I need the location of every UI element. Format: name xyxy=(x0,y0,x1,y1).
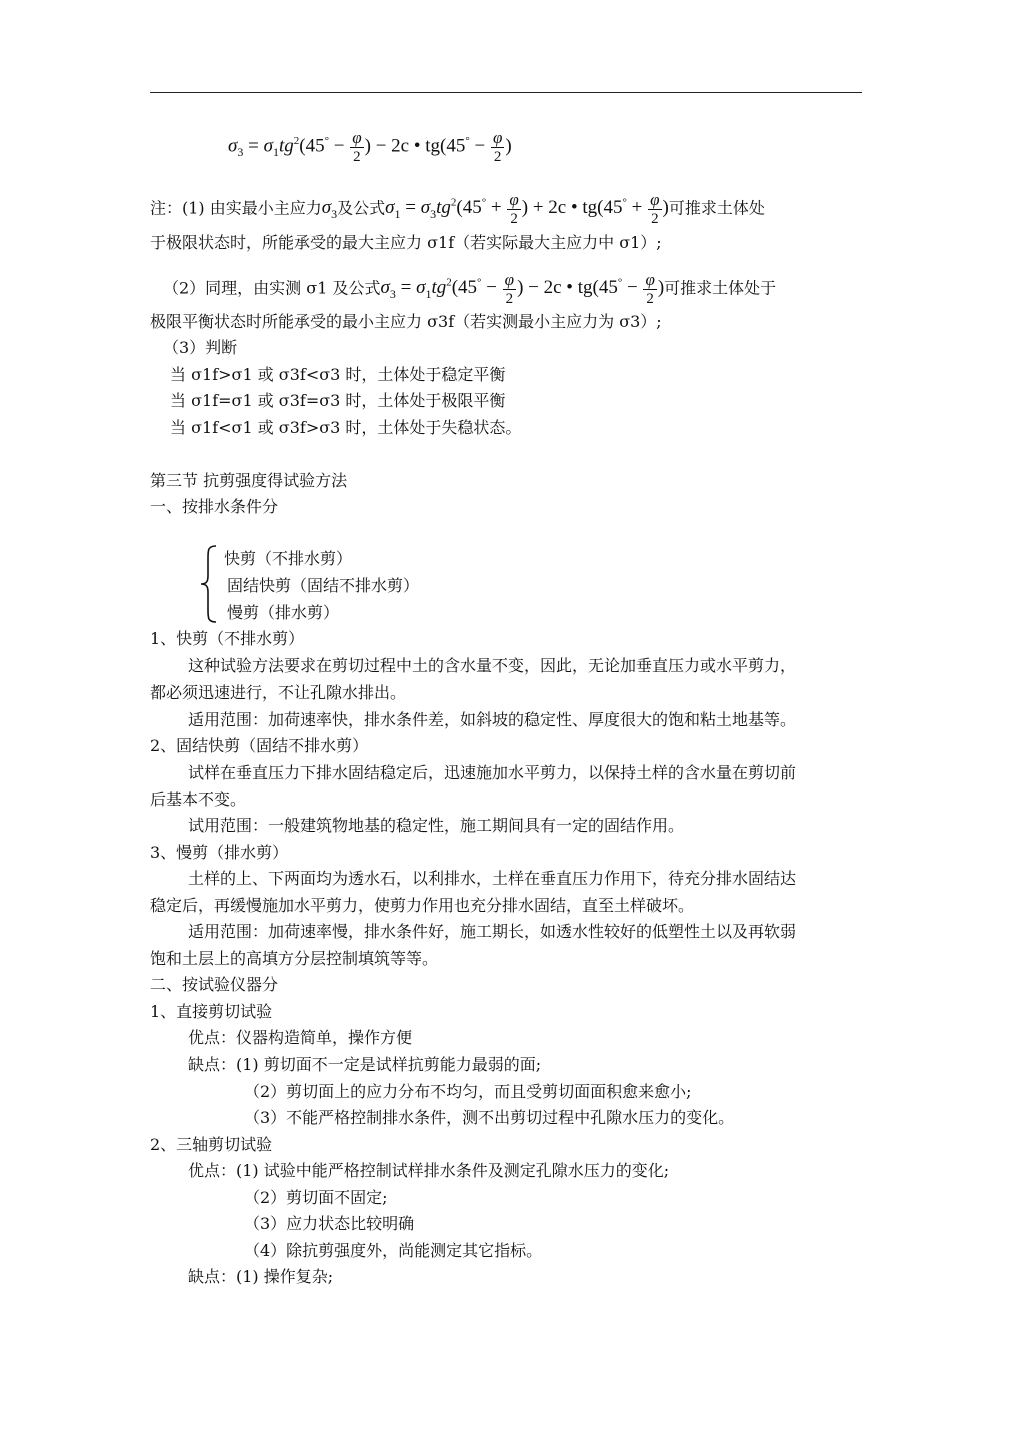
judge-line: 当 σ1f>σ1 或 σ3f<σ3 时，土体处于稳定平衡 xyxy=(170,365,506,384)
s2-para: 试样在垂直压力下排水固结稳定后，迅速施加水平剪力，以保持土样的含水量在剪切前 xyxy=(188,763,797,782)
s2-scope: 试用范围：一般建筑物地基的稳定性，施工期间具有一定的固结作用。 xyxy=(188,816,685,835)
fraction: $\frac{\varphi}{2}$ xyxy=(645,270,655,307)
d2-advantage: （3）应力状态比较明确 xyxy=(244,1214,415,1233)
note-2: （2）同理，由实测 σ1 及公式$\sigma_3 = \sigma_1tg^2(45^\circ$ − $\frac{\varphi}{2}$ ) − 2c • tg(45° − $\frac{\varphi}{2}$ )可推求土体处于 xyxy=(163,270,777,307)
formula-sigma3: $\sigma_3 = \sigma_1tg^2(45^\circ$ − $\frac{\varphi}{2}$ ) − 2c • tg(45° − $\frac{\varphi}{2}$ ) xyxy=(228,128,512,165)
fraction: $\frac{\varphi}{2}$ xyxy=(650,190,660,227)
s3-scope: 适用范围：加荷速率慢，排水条件好，施工期长，如透水性较好的低塑性土以及再软弱 xyxy=(188,922,797,941)
brace-item: 慢剪（排水剪） xyxy=(227,603,340,622)
s1-para: 都必须迅速进行，不让孔隙水排出。 xyxy=(150,683,407,702)
s3-scope: 饱和土层上的高填方分层控制填筑等等。 xyxy=(150,949,439,968)
fraction: $\frac{\varphi}{2}$ xyxy=(352,128,362,165)
judge-line: 当 σ1f<σ1 或 σ3f>σ3 时，土体处于失稳状态。 xyxy=(170,418,522,437)
d1-advantage: 优点：仪器构造简单，操作方便 xyxy=(188,1028,413,1047)
note-3: （3）判断 xyxy=(163,338,238,357)
s3-para: 稳定后，再缓慢施加水平剪力，使剪力作用也充分排水固结，直至土样破坏。 xyxy=(150,896,695,915)
d1-disadvantage: （2）剪切面上的应力分布不均匀，而且受剪切面面积愈来愈小; xyxy=(244,1082,692,1101)
note-1: 注：(1) 由实最小主应力$\sigma_3$及公式$\sigma_1 = \sigma_3tg^2(45^\circ$ + $\frac{\varphi}{2}$ ) + 2c • tg(45° + $\frac{\varphi}{2}$ )可推求土体处 xyxy=(150,190,765,227)
d1-disadvantage: （3）不能严格控制排水条件，测不出剪切过程中孔隙水压力的变化。 xyxy=(244,1108,735,1127)
d2-advantage: 优点：(1) 试验中能严格控制试样排水条件及测定孔隙水压力的变化; xyxy=(188,1161,670,1180)
d1-title: 1、直接剪切试验 xyxy=(150,1002,273,1021)
note-1-line2: 于极限状态时，所能承受的最大主应力 σ1f（若实际最大主应力中 σ1）; xyxy=(150,233,662,252)
s2-title: 2、固结快剪（固结不排水剪） xyxy=(150,736,369,755)
part-1-title: 一、按排水条件分 xyxy=(150,497,279,516)
d2-title: 2、三轴剪切试验 xyxy=(150,1135,273,1154)
s1-para: 这种试验方法要求在剪切过程中土的含水量不变，因此，无论加垂直压力或水平剪力， xyxy=(188,656,797,675)
formula-sigma1: $\sigma_1 = \sigma_3tg^2(45^\circ$ + $\frac{\varphi}{2}$ ) + 2c • tg(45° + $\frac{\varphi}{2}$ ) xyxy=(385,190,669,227)
judge-line: 当 σ1f=σ1 或 σ3f=σ3 时，土体处于极限平衡 xyxy=(170,391,506,410)
fraction: $\frac{\varphi}{2}$ xyxy=(492,128,503,165)
brace-icon xyxy=(198,544,220,624)
d1-disadvantage: 缺点：(1) 剪切面不一定是试样抗剪能力最弱的面; xyxy=(188,1055,542,1074)
s1-title: 1、快剪（不排水剪） xyxy=(150,629,305,648)
s1-scope: 适用范围：加荷速率快，排水条件差，如斜坡的稳定性、厚度很大的饱和粘土地基等。 xyxy=(188,710,797,729)
section-title: 第三节 抗剪强度得试验方法 xyxy=(150,471,348,490)
part-2-title: 二、按试验仪器分 xyxy=(150,975,279,994)
fraction: $\frac{\varphi}{2}$ xyxy=(509,190,519,227)
brace-item: 快剪（不排水剪） xyxy=(224,549,353,568)
s3-para: 土样的上、下两面均为透水石，以利排水，土样在垂直压力作用下，待充分排水固结达 xyxy=(188,869,797,888)
fraction: $\frac{\varphi}{2}$ xyxy=(504,270,515,307)
header-rule xyxy=(150,92,862,93)
d2-advantage: （2）剪切面不固定; xyxy=(244,1188,388,1207)
d2-disadvantage: 缺点：(1) 操作复杂; xyxy=(188,1267,334,1286)
note-2-line2: 极限平衡状态时所能承受的最小主应力 σ3f（若实测最小主应力为 σ3）; xyxy=(150,312,662,331)
s3-title: 3、慢剪（排水剪） xyxy=(150,843,289,862)
formula-sigma3-inline: $\sigma_3 = \sigma_1tg^2(45^\circ$ − $\frac{\varphi}{2}$ ) − 2c • tg(45° − $\frac{\varphi}{2}$ ) xyxy=(380,270,665,307)
d2-advantage: （4）除抗剪强度外，尚能测定其它指标。 xyxy=(244,1241,543,1260)
s2-para: 后基本不变。 xyxy=(150,790,247,809)
brace-item: 固结快剪（固结不排水剪） xyxy=(227,576,420,595)
